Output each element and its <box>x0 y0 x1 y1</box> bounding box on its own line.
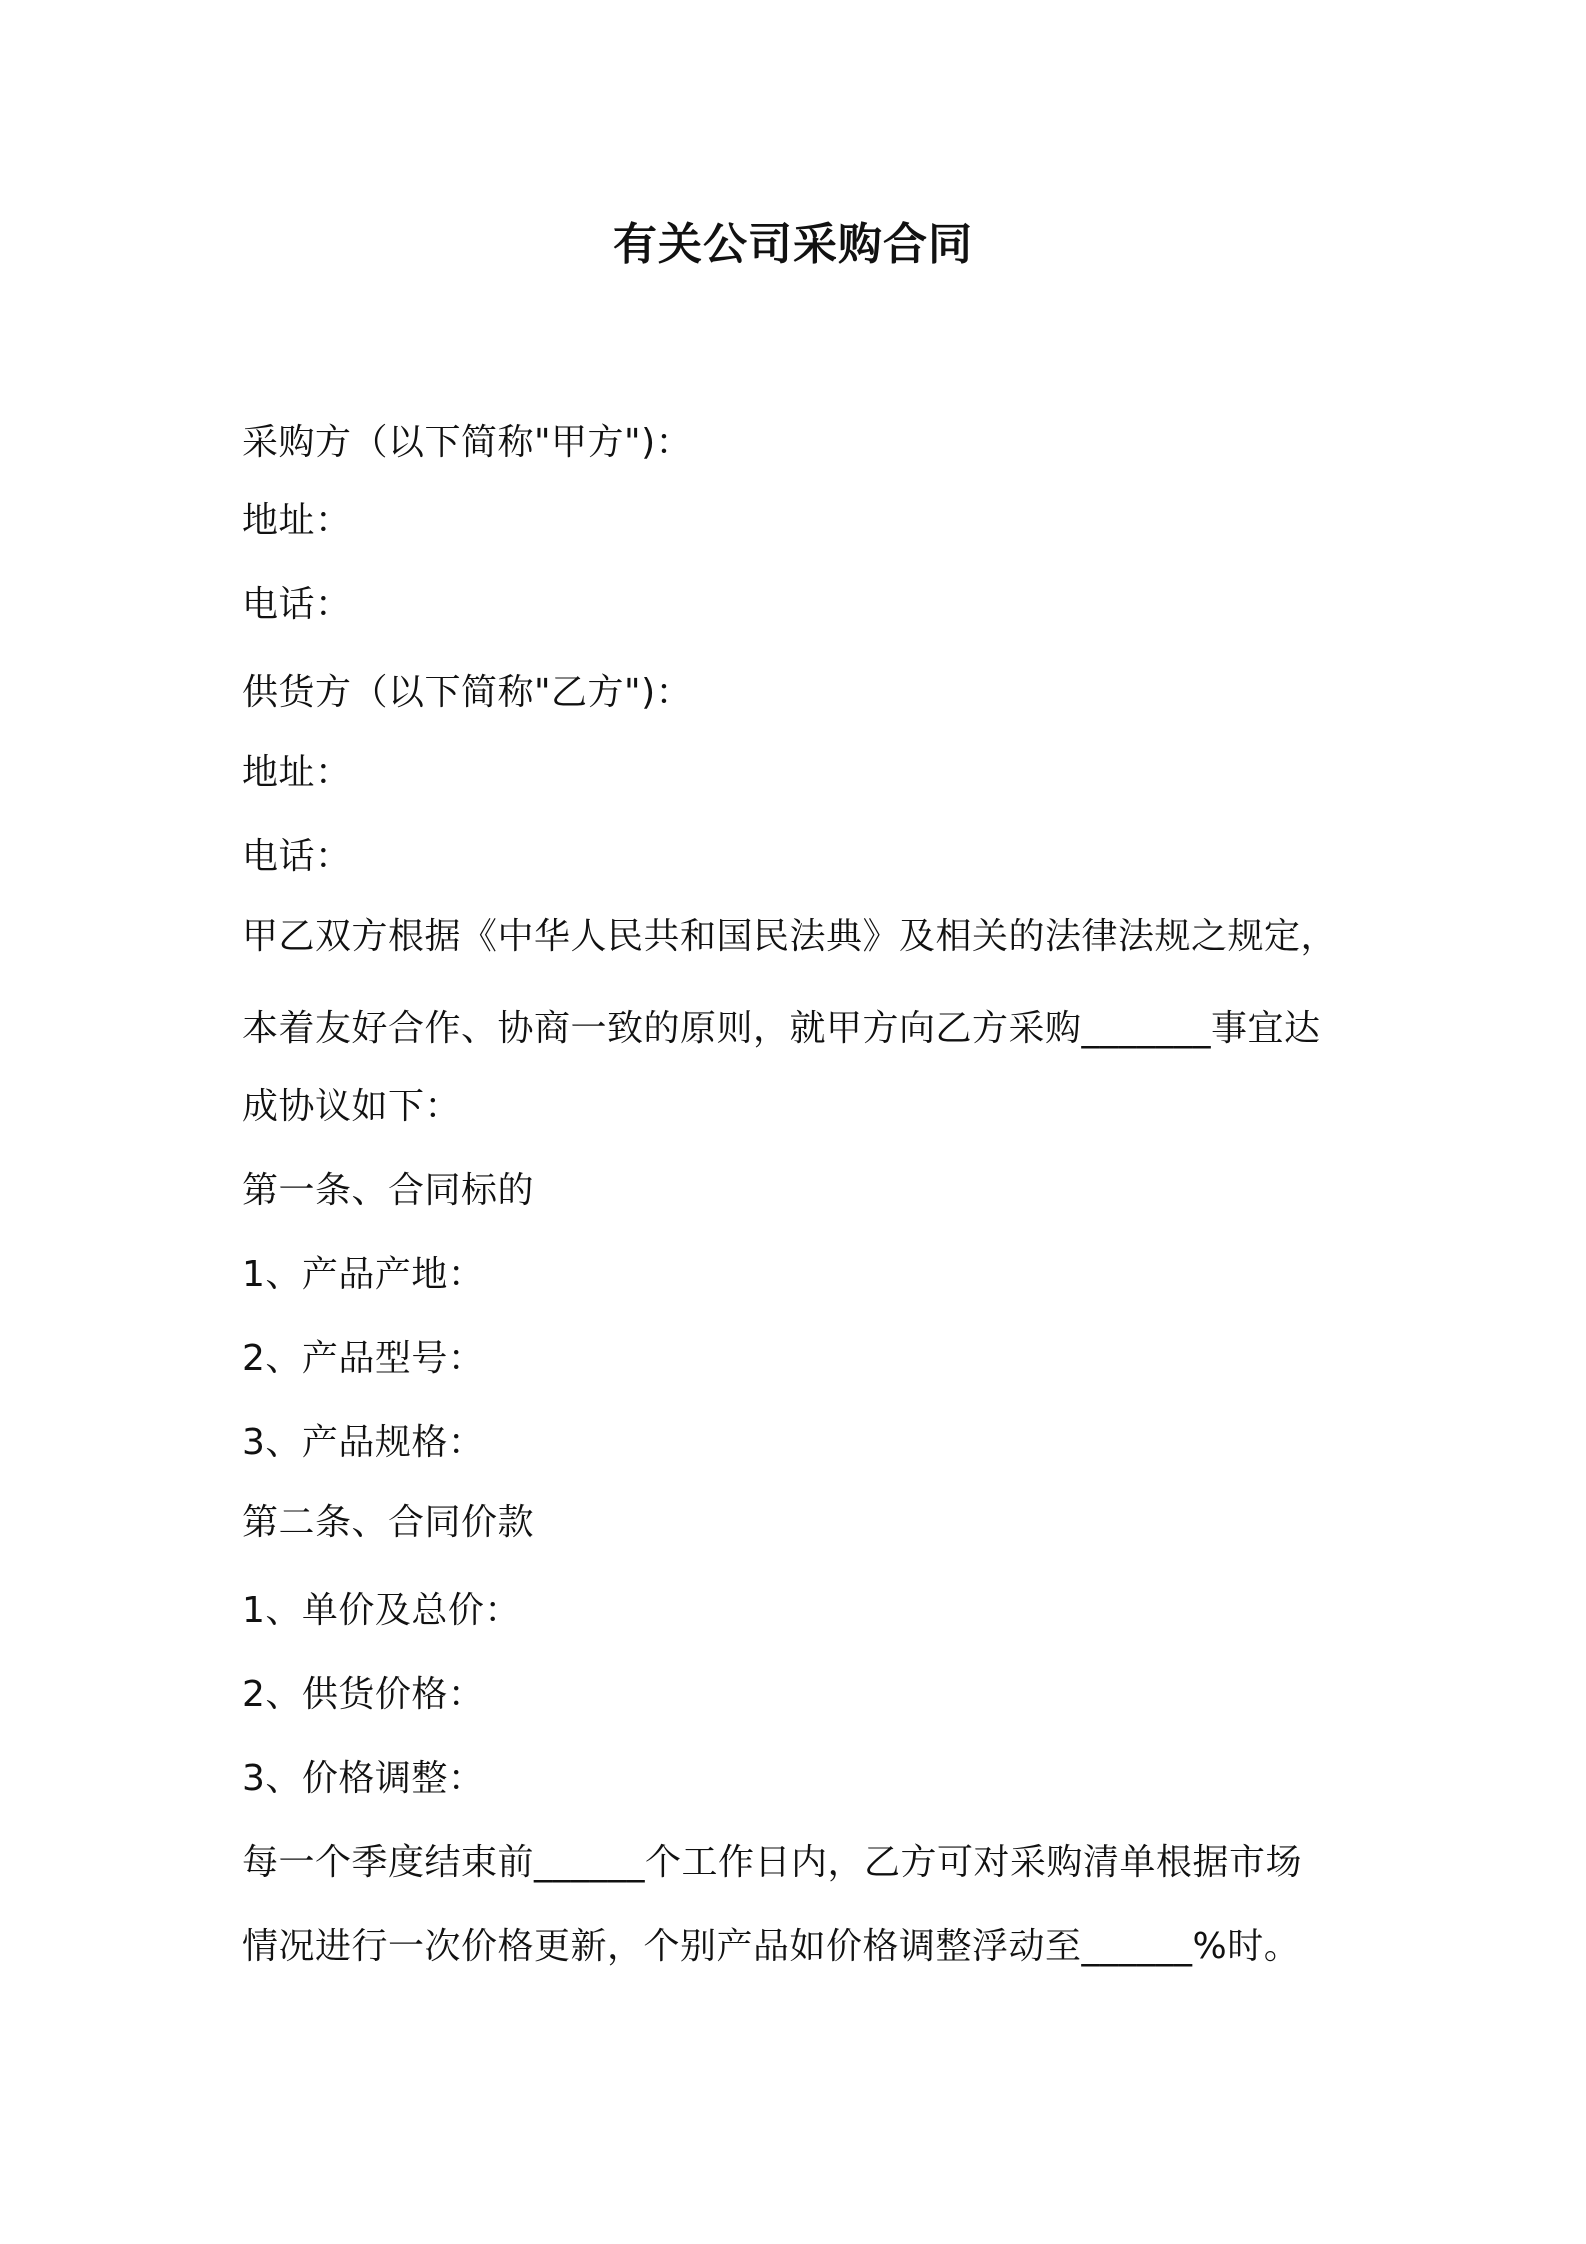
article2-item-3: 3、价格调整： <box>242 1758 485 1799</box>
article1-heading: 第一条、合同标的 <box>242 1170 535 1211</box>
buyer-phone: 电话： <box>242 584 352 625</box>
article1-item-3: 3、产品规格： <box>242 1422 485 1463</box>
supplier-address: 地址： <box>242 752 352 793</box>
document-title: 有关公司采购合同 <box>613 219 973 270</box>
article2-item-2: 2、供货价格： <box>242 1674 485 1715</box>
article2-item-1: 1、单价及总价： <box>242 1590 521 1631</box>
buyer-label: 采购方（以下简称"甲方")： <box>242 422 693 463</box>
article2-body-line-2: 情况进行一次价格更新，个别产品如价格调整浮动至______%时。 <box>242 1926 1301 1967</box>
article1-item-2: 2、产品型号： <box>242 1338 485 1379</box>
article1-item-1: 1、产品产地： <box>242 1254 485 1295</box>
article2-body-line-1: 每一个季度结束前______个工作日内，乙方可对采购清单根据市场 <box>242 1842 1303 1883</box>
article2-heading: 第二条、合同价款 <box>242 1502 535 1543</box>
preamble-line-2: 本着友好合作、协商一致的原则，就甲方向乙方采购_______事宜达 <box>242 1008 1321 1049</box>
supplier-label: 供货方（以下简称"乙方")： <box>242 672 693 713</box>
preamble-line-1: 甲乙双方根据《中华人民共和国民法典》及相关的法律法规之规定， <box>242 916 1338 957</box>
buyer-address: 地址： <box>242 500 352 541</box>
preamble-line-3: 成协议如下： <box>242 1086 462 1127</box>
supplier-phone: 电话： <box>242 836 352 877</box>
